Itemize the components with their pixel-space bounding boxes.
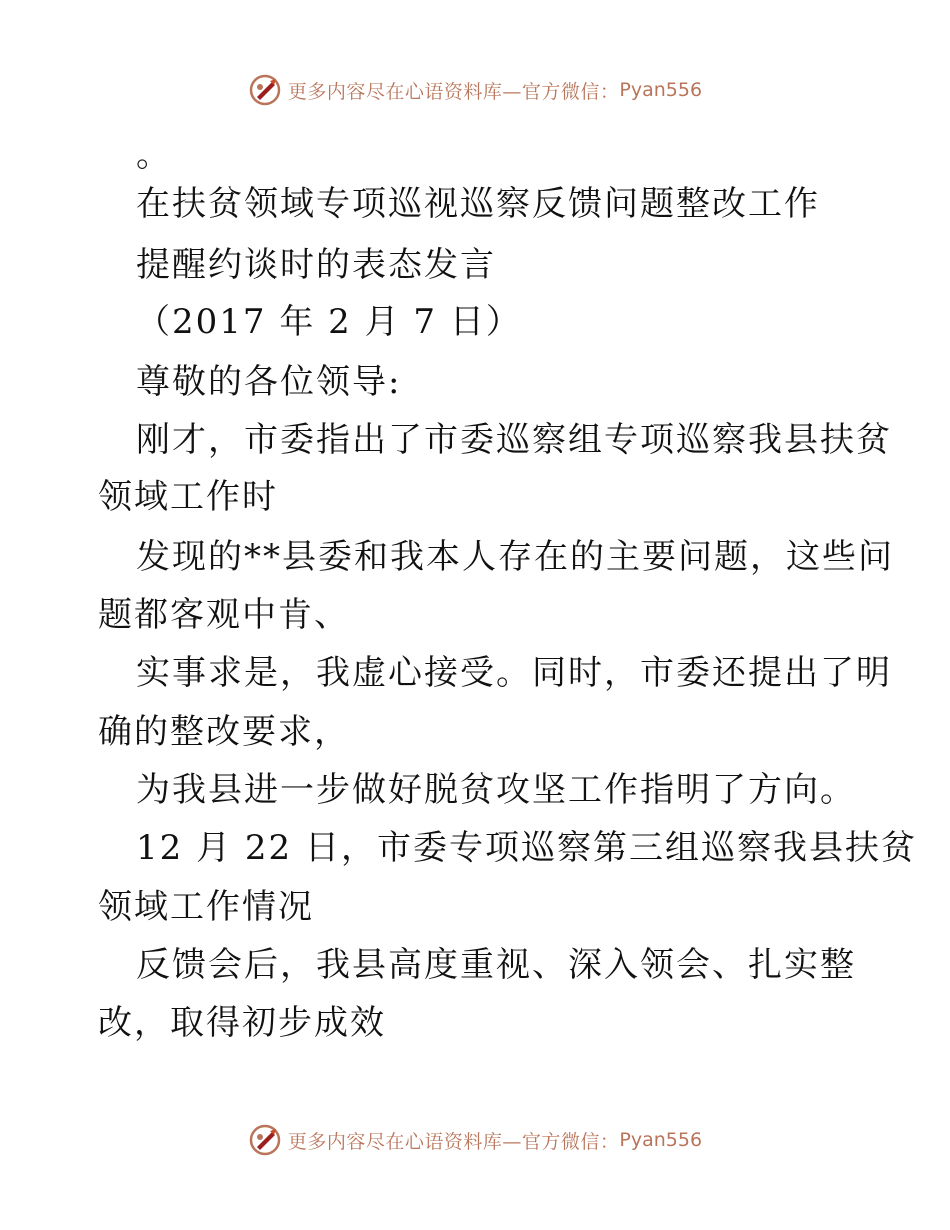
text-line-6: 领域工作时 [98,477,278,517]
footer-banner [0,1120,950,1160]
text-line-1: 在扶贫领域专项巡视巡察反馈问题整改工作 [136,184,820,224]
text-line-9: 实事求是，我虚心接受。同时，市委还提出了明 [136,653,892,693]
header-banner [0,70,950,110]
text-line-13: 领域工作情况 [98,887,314,927]
logo-icon [248,1123,282,1157]
text-line-2: 提醒约谈时的表态发言 [136,245,496,285]
text-line-11: 为我县进一步做好脱贫攻坚工作指明了方向。 [136,770,856,810]
text-line-4: 尊敬的各位领导: [136,362,402,402]
footer-wechat-id: Pyan556 [619,1129,703,1151]
text-line-14: 反馈会后，我县高度重视、深入领会、扎实整 [136,945,856,985]
text-line-8: 题都客观中肯、 [98,595,350,635]
text-line-3: （2017 年 2 月 7 日） [136,302,522,342]
text-line-10: 确的整改要求， [98,712,350,752]
text-line-15: 改，取得初步成效 [98,1003,386,1043]
header-banner-text: 更多内容尽在心语资料库—官方微信： [287,80,620,103]
text-line-5: 刚才，市委指出了市委巡察组专项巡察我县扶贫 [136,420,892,460]
footer-banner-text: 更多内容尽在心语资料库—官方微信： [287,1130,620,1153]
header-wechat-id: Pyan556 [619,79,703,101]
logo-icon [248,73,282,107]
text-line-7: 发现的**县委和我本人存在的主要问题，这些问 [136,537,894,577]
text-line-0: 。 [136,135,172,175]
text-line-12: 12 月 22 日，市委专项巡察第三组巡察我县扶贫 [136,828,917,868]
